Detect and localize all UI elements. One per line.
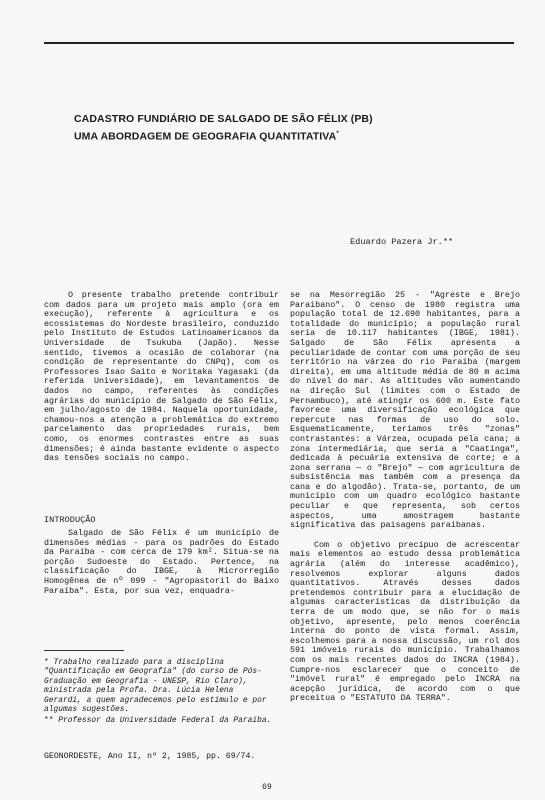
article-title xyxy=(74,112,474,145)
intro-column xyxy=(44,529,279,596)
title-line-1: CADASTRO FUNDIÁRIO DE SALGADO DE SÃO FÉLIX (PB) xyxy=(74,113,373,125)
title-line-2 xyxy=(74,127,474,145)
intro-paragraph: Salgado de São Félix é um município de dimensões médias - para os padrões do Estado da Paraíba - com cerca de 179 km². Situa-se na porção Sudoeste do Estado. Pertence, na classificação do IBGE, à Microrregião Homogênea de nº 099 - "Agropastoril do Baixo Paraíba". Esta, por sua vez, enquadra- xyxy=(44,528,279,596)
footnotes xyxy=(44,658,276,726)
footnote-1 xyxy=(44,658,276,714)
title-footnote-mark: * xyxy=(336,131,339,137)
page-number: 69 xyxy=(262,783,272,792)
footnote-2-mark: ** xyxy=(44,716,54,726)
right-paragraph-2: Com o objetivo precípuo de acrescentar mais elementos ao estudo dessa problemática agrária (além do interesse acadêmico), resolvemos explorar alguns dados quantitativos. Através desses dados pretendemos contribuir para a elucidação de algumas características da distribuição da terra de um modo que, se não for o mais objetivo, apresente, pelo menos coerência interna do ponto de vista formal. Assim, escolhemos para a nossa discussão, um rol dos 591 imóveis rurais do município. Trabalhamos com os mais recentes dados do INCRA (1984). Cumpre-nos esclarecer que o conceito de "imóvel rural" é empregado pelo INCRA na acepção jurídica, de acordo com o que preceitua o "ESTATUTO DA TERRA". xyxy=(290,539,520,704)
header-rule xyxy=(44,42,514,44)
abstract-paragraph: O presente trabalho pretende contribuir com dados para um projeto mais amplo (ora em execução), referente à agricultura e os ecossistemas do Nordeste brasileiro, conduzido pelo Instituto de Estudos Latinoamericanos da Universidade de Tsukuba (Japão). Nesse sentido, tivemos a ocasião de colaborar (na condição de representante do CNPq), com os Professores Isao Saito e Noritaka Yagasaki (da referida Universidade), em levantamentos de dados no campo, referentes às condições agrárias do município de Salgado de São Félix, em julho/agosto de 1984. Naquela oportunidade, chamou-nos a atenção a problemática do extremo parcelamento das propriedades rurais, bem como, os enormes contrastes entre as suas dimensões; é ainda bastante evidente o aspecto das tensões sociais no campo. xyxy=(44,290,279,464)
footnote-2 xyxy=(44,716,276,725)
title-line-2-text: UMA ABORDAGEM DE GEOGRAFIA QUANTITATIVA xyxy=(74,130,337,143)
footnote-rule xyxy=(44,650,124,651)
right-paragraph-1: se na Mesorregião 25 - "Agreste e Brejo Paraibano". O censo de 1980 registra uma população total de 12.690 habitantes, para a totalidade do município; a população rural seria de 10.117 habitantes (IBGE, 1981). Salgado de São Félix apresenta a peculiaridade de contar com uma porção de seu território na várzea do rio Paraíba (margem direita), em uma altitude média de 80 m acima do nível do mar. As altitudes vão aumentando na direção Sul (limites com o Estado de Pernambuco), até atingir os 600 m. Este fato favorece uma diversificação ecológica que repercute nas formas de uso do solo. Esquematicamente, teríamos três "zonas" contrastantes: a Várzea, ocupada pela cana; a zona intermediária, que seria a "Caatinga", dedicada à pecuária extensiva de corte; e a zona serrana — o "Brejo" — com agricultura de subsistência mas também com a presença da cana e do algodão). Trata-se, portanto, de um município com um quadro ecológico bastante peculiar e que representa, sob certos aspectos, uma amostragem bastante significativa das paisagens paraibanas. xyxy=(290,290,520,531)
journal-citation: GEONORDESTE, Ano II, nº 2, 1985, pp. 69/74. xyxy=(44,752,256,761)
author-name: Eduardo Pazera Jr.** xyxy=(350,237,454,247)
section-heading: INTRODUÇÃO xyxy=(44,515,96,525)
footnote-1-mark: * xyxy=(44,658,49,667)
footnote-2-text: Professor da Universidade Federal da Paraíba. xyxy=(58,716,272,726)
left-column xyxy=(44,291,279,464)
footnote-1-text: Trabalho realizado para a disciplina "Quantificação em Geografia" (do curso de Pós-Graduação em Geografia - UNESP, Rio Claro), ministrada pela Profa. Dra. Lúcia Helena Gerardi, a quem agradecemos pelo estímulo e por algumas sugestões. xyxy=(44,658,267,715)
right-column xyxy=(290,291,520,704)
